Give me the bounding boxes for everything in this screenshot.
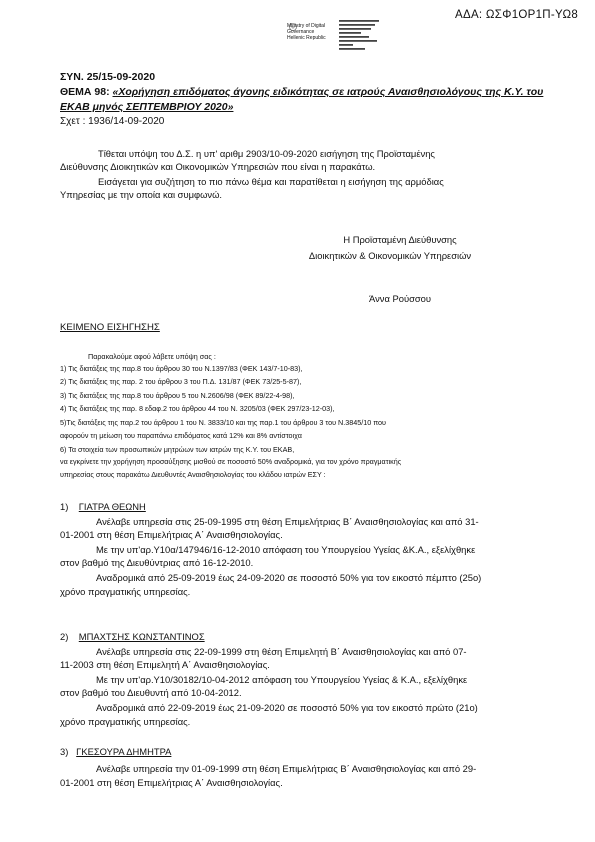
- signature-title-2: Διοικητικών & Οικονομικών Υπηρεσιών: [308, 250, 472, 261]
- syn-number: ΣΥΝ. 25/15-09-2020: [60, 71, 156, 83]
- doctor-1-line-4: Αναδρομικά από 25-09-2019 έως 24-09-2020 σε ποσοστό 50% για τον εικοστό πέμπτο (25ο): [96, 572, 482, 583]
- doctor-3-number: 3): [60, 746, 69, 757]
- intro-p2-line1: Εισάγεται για συζήτηση το πιο πάνω θέμα και παρατίθεται η εισήγηση της αρμόδιας: [98, 176, 444, 187]
- doctor-2-line-5: χρόνο πραγματικής υπηρεσίας.: [60, 716, 191, 727]
- doctor-2-line-2: Με την υπ'αρ.Υ10/30182/10-04-2012 απόφαση του Υπουργείου Υγείας & Κ.Α., εξελίχθηκε: [96, 674, 468, 685]
- ada-code: ΑΔΑ: ΩΣΦ1ΟΡ1Π-ΥΩ8: [455, 9, 579, 21]
- ministry-line-1: Ministry of Digital: [287, 23, 326, 29]
- letterhead-contact-block: [339, 20, 387, 56]
- doctor-1-line-3: στον βαθμό της Διευθύντριας από 16-12-2010.: [60, 557, 254, 568]
- intro-p2-line2: Υπηρεσίας με την οποία και συμφωνώ.: [60, 189, 222, 200]
- doctor-2-line-4: Αναδρομικά από 22-09-2019 έως 21-09-2020 σε ποσοστό 50% για τον εικοστό πρώτο (21ο): [96, 702, 478, 713]
- doctor-2-name: ΜΠΑΧΤΣΗΣ ΚΩΝΣΤΑΝΤΙΝΟΣ: [78, 631, 205, 642]
- keimeno-line-0: Παρακαλούμε αφού λάβετε υπόψη σας :: [88, 352, 216, 361]
- keimeno-line-6: αφορούν τη μείωση του παραπάνω επιδόματος κατά 12% και 8% αντίστοιχα: [60, 431, 302, 440]
- doctor-2-number: 2): [60, 631, 69, 642]
- keimeno-line-4: 4) Τις διατάξεις της παρ. 8 εδαφ.2 του άρθρου 44 του Ν. 3205/03 (ΦΕΚ 297/23-12-03),: [60, 404, 335, 413]
- keimeno-line-8: να εγκρίνετε την χορήγηση προσαύξησης μισθού σε ποσοστό 50% αναδρομικά, για τον χρόνο πραγματικής: [60, 457, 402, 466]
- thema-prefix: ΘΕΜΑ 98:: [60, 86, 110, 98]
- keimeno-title: ΚΕΙΜΕΝΟ ΕΙΣΗΓΗΣΗΣ: [60, 322, 160, 333]
- thema-text-1: «Χορήγηση επιδόματος άγονης ειδικότητας σε ιατρούς Αναισθησιολόγους της Κ.Υ. του: [112, 86, 544, 98]
- doctor-1-line-0: Ανέλαβε υπηρεσία στις 25-09-1995 στη θέση Επιμελήτριας Β΄ Αναισθησιολογίας και από 31-: [96, 516, 479, 527]
- doctor-1-line-1: 01-2001 στη θέση Επιμελήτριας Α΄ Αναισθησιολογίας.: [60, 529, 283, 540]
- ministry-line-2: Governance: [287, 29, 315, 35]
- doctor-1-heading: [60, 501, 146, 514]
- doctor-2-heading: [60, 631, 205, 644]
- doctor-1-line-2: Με την υπ'αρ.Υ10α/147946/16-12-2010 απόφαση του Υπουργείου Υγείας &Κ.Α., εξελίχθηκε: [96, 544, 476, 555]
- contact-details-small-print: [339, 20, 387, 54]
- ministry-name: [287, 23, 326, 41]
- doctor-2-line-0: Ανέλαβε υπηρεσία στις 22-09-1999 στη θέση Επιμελητή Β΄ Αναισθησιολογίας και από 07-: [96, 646, 467, 657]
- thema-text-2: ΕΚΑΒ μηνός ΣΕΠΤΕΜΒΡΙΟΥ 2020»: [60, 101, 234, 113]
- keimeno-line-3: 3) Τις διατάξεις της παρ.8 του άρθρου 5 του Ν.2606/98 (ΦΕΚ 89/22-4-98),: [60, 391, 295, 400]
- intro-p1-line2: Διεύθυνσης Διοικητικών και Οικονομικών Υπηρεσιών που είναι η παρακάτω.: [60, 161, 376, 172]
- intro-p1-line1: Τίθεται υπόψη του Δ.Σ. η υπ' αριθμ 2903/10-09-2020 εισήγηση της Προϊσταμένης: [98, 148, 435, 159]
- keimeno-line-9: υπηρεσίας στους παρακάτω Διευθυντές Αναισθησιολογίας του κλάδου ιατρών ΕΣΥ :: [60, 470, 326, 479]
- signature-name: Άννα Ρούσσου: [369, 293, 431, 304]
- keimeno-line-5: 5)Τις διατάξεις της παρ.2 του άρθρου 1 του Ν. 3833/10 και της παρ.1 του άρθρου 3 του Ν.3845/10 που: [60, 418, 386, 427]
- doctor-1-number: 1): [60, 501, 69, 512]
- doctor-1-line-5: χρόνο πραγματικής υπηρεσίας.: [60, 586, 191, 597]
- ministry-line-3: Hellenic Republic: [287, 35, 326, 41]
- doctor-3-line-1: 01-2001 στη θέση Επιμελήτριας Α΄ Αναισθησιολογίας.: [60, 777, 283, 788]
- doctor-3-name: ΓΚΕΣΟΥΡΑ ΔΗΜΗΤΡΑ: [76, 746, 172, 757]
- doctor-1-name: ΓΙΑΤΡΑ ΘΕΩΝΗ: [78, 501, 146, 512]
- signature-title-1: Η Προϊσταμένη Διεύθυνσης: [343, 234, 457, 245]
- doctor-2-line-1: 11-2003 στη θέση Επιμελητή Α΄ Αναισθησιολογίας.: [60, 659, 270, 670]
- sxet-reference: Σχετ : 1936/14-09-2020: [60, 116, 165, 127]
- doctor-2-line-3: στον βαθμό του Διευθυντή από 10-04-2012.: [60, 687, 242, 698]
- keimeno-line-2: 2) Τις διατάξεις της παρ. 2 του άρθρου 3 του Π.Δ. 131/87 (ΦΕΚ 73/25-5-87),: [60, 377, 302, 386]
- keimeno-line-1: 1) Τις διατάξεις της παρ.8 του άρθρου 30 του Ν.1397/83 (ΦΕΚ 143/7-10-83),: [60, 364, 303, 373]
- doctor-3-line-0: Ανέλαβε υπηρεσία την 01-09-1999 στη θέση Επιμελήτριας Β΄ Αναισθησιολογίας και από 29-: [96, 763, 477, 774]
- thema-line-1: [60, 86, 580, 98]
- keimeno-line-7: 6) Τα στοιχεία των προσωπικών μητρώων των ιατρών της Κ.Υ. του ΕΚΑΒ,: [60, 445, 295, 454]
- doctor-3-heading: [60, 746, 171, 759]
